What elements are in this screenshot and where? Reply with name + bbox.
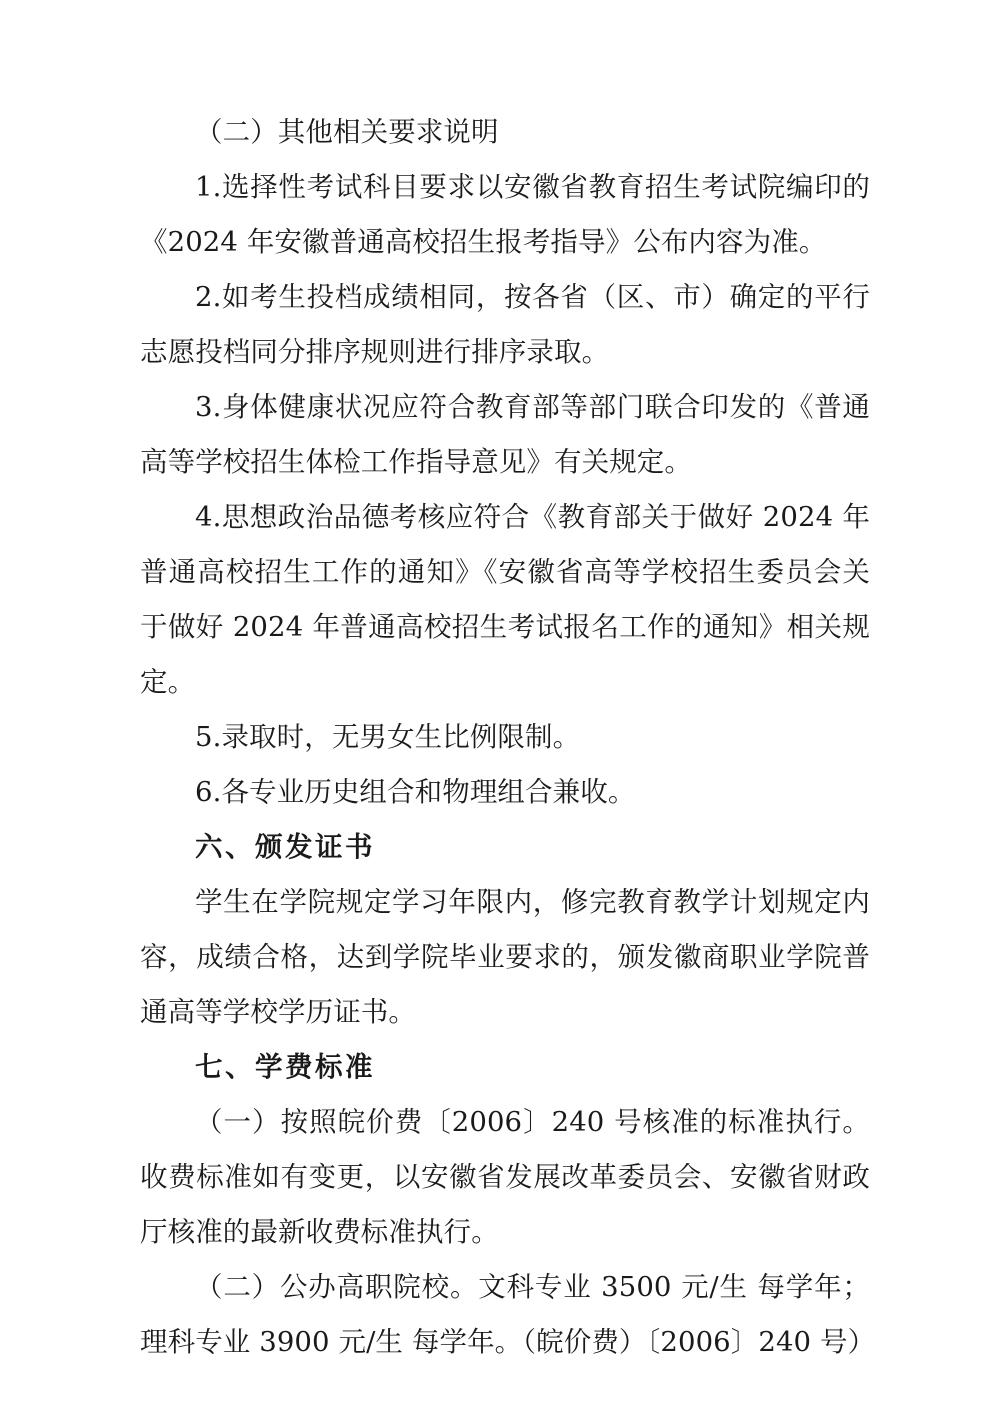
requirement-item-3: 3.身体健康状况应符合教育部等部门联合印发的《普通高等学校招生体检工作指导意见》有关规定。 bbox=[140, 391, 870, 478]
requirement-item-2: 2.如考生投档成绩相同，按各省（区、市）确定的平行志愿投档同分排序规则进行排序录取。 bbox=[140, 281, 870, 368]
paragraph-tuition-amounts: （二）公办高职院校。文科专业 3500 元/生 每学年；理科专业 3900 元/生 每学年。（皖价费）〔2006〕240 号） bbox=[140, 1271, 876, 1358]
requirement-item-5: 5.录取时，无男女生比例限制。 bbox=[195, 721, 581, 753]
heading-tuition-standards: 七、学费标准 bbox=[195, 1051, 375, 1083]
requirement-item-1: 1.选择性考试科目要求以安徽省教育招生考试院编印的《2024 年安徽普通高校招生报考指导》公布内容为准。 bbox=[140, 171, 870, 258]
sub-heading-other-requirements: （二）其他相关要求说明 bbox=[195, 116, 499, 148]
paragraph-certificate: 学生在学院规定学习年限内，修完教育教学计划规定内容，成绩合格，达到学院毕业要求的，颁发徽商职业学院普通高等学校学历证书。 bbox=[140, 886, 870, 1028]
requirement-item-6: 6.各专业历史组合和物理组合兼收。 bbox=[195, 776, 636, 808]
document-body bbox=[140, 105, 876, 1370]
paragraph-tuition-approval: （一）按照皖价费〔2006〕240 号核准的标准执行。收费标准如有变更，以安徽省发展改革委员会、安徽省财政厅核准的最新收费标准执行。 bbox=[140, 1106, 870, 1248]
heading-certificate-issuance: 六、颁发证书 bbox=[195, 831, 375, 863]
requirement-item-4: 4.思想政治品德考核应符合《教育部关于做好 2024 年普通高校招生工作的通知》《安徽省高等学校招生委员会关于做好 2024 年普通高校招生考试报名工作的通知》相关规定。 bbox=[140, 501, 870, 698]
